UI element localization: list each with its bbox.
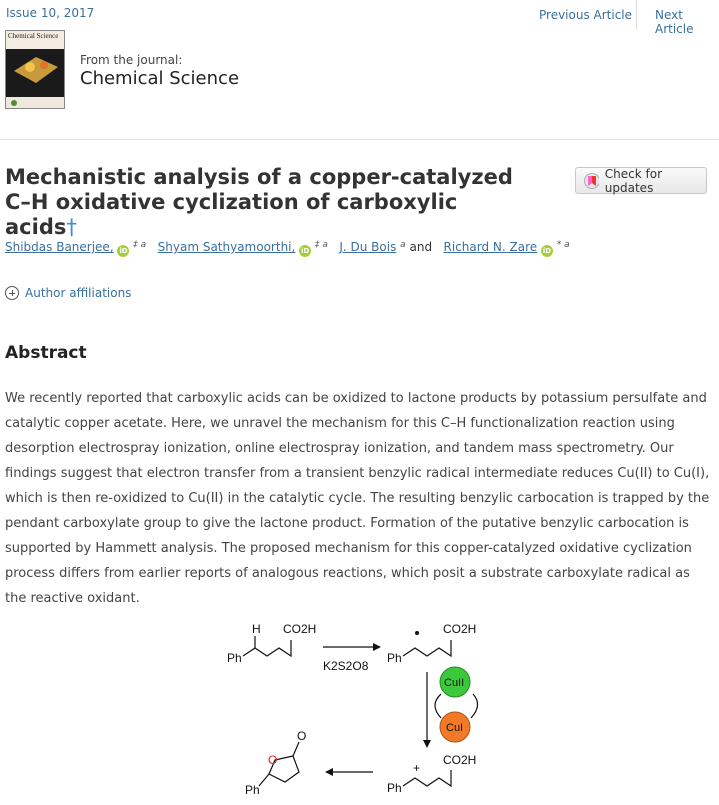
scheme-ph-label: Ph <box>387 781 402 795</box>
author-conjunction: and <box>409 240 433 254</box>
author-link[interactable]: Shibdas Banerjee, <box>5 240 114 254</box>
scheme-reagent-label: K2S2O8 <box>323 659 369 673</box>
nav-separator <box>636 0 637 30</box>
scheme-co2h-label: CO2H <box>443 622 477 636</box>
abstract-heading: Abstract <box>5 343 87 363</box>
previous-article-link[interactable]: Previous Article <box>539 8 633 22</box>
scheme-cu2-label: CuII <box>444 677 465 689</box>
orcid-icon[interactable]: iD <box>301 247 310 255</box>
scheme-o-label: O <box>268 753 278 767</box>
expand-plus-icon <box>5 286 19 300</box>
orcid-icon[interactable]: iD <box>119 247 128 255</box>
author-affiliations-label: Author affiliations <box>25 286 132 300</box>
orcid-icon[interactable]: iD <box>542 247 552 255</box>
footnote-dagger-link[interactable]: † <box>66 215 77 239</box>
scheme-ph-label: Ph <box>387 651 402 665</box>
scheme-o-label: O <box>297 729 307 743</box>
scheme-h-label: H <box>252 622 261 636</box>
issue-link[interactable]: Issue 10, 2017 <box>6 6 95 20</box>
scheme-co2h-label: CO2H <box>443 753 477 767</box>
author-affiliation-marks: * a <box>556 240 570 250</box>
check-for-updates-label: Check for updates <box>604 166 663 195</box>
check-for-updates-button[interactable] <box>575 167 707 194</box>
article-title-text: Mechanistic analysis of a copper-catalyzed C–H oxidative cyclization of carboxylic acids <box>5 165 513 239</box>
cover-title: Chemical Science <box>8 32 59 40</box>
scheme-plus-label: + <box>413 761 421 775</box>
next-article-link[interactable]: Next Article <box>655 8 694 36</box>
crossmark-icon <box>584 173 599 189</box>
scheme-cu1-label: CuI <box>446 722 464 734</box>
author-link[interactable]: J. Du Bois <box>339 240 397 254</box>
scheme-co2h-label: CO2H <box>283 622 317 636</box>
from-journal-label: From the journal: <box>80 53 183 67</box>
abstract-text: We recently reported that carboxylic acids can be oxidized to lactone products by potassium persulfate and catalytic copper acetate. Here, we unravel the mechanism for this C–H functionalization reaction using desorption electrospray ionization, online electrospray ionization, and tandem mass spectrometry. Our findings suggest that electron transfer from a transient benzylic radical intermediate reduces Cu(II) to Cu(I), which is then re-oxidized to Cu(II) in the catalytic cycle. The resulting benzylic carbocation is trapped by the pendant carboxylate group to give the lactone product. Formation of the putative benzylic carbocation is supported by Hammett analysis. The proposed mechanism for this copper-catalyzed oxidative cyclization process differs from earlier reports of analogous reactions, which posit a substrate carboxylate radical as the reactive oxidant. <box>5 391 710 606</box>
journal-cover-image[interactable] <box>5 30 65 109</box>
cover-art <box>6 31 65 109</box>
author-affiliation-marks: ‡ a <box>133 240 147 250</box>
reaction-scheme-graphic[interactable] <box>215 610 515 805</box>
journal-name-link[interactable]: Chemical Science <box>80 68 240 89</box>
author-affiliations-toggle[interactable] <box>5 286 131 300</box>
author-list <box>5 240 570 257</box>
scheme-ph-label: Ph <box>227 651 242 665</box>
author-affiliation-marks: ‡ a <box>314 240 328 250</box>
scheme-ph-label: Ph <box>245 783 260 797</box>
header-divider <box>0 139 719 140</box>
author-affiliation-marks: a <box>400 240 406 250</box>
article-title <box>5 165 525 240</box>
author-link[interactable]: Shyam Sathyamoorthi, <box>157 240 296 254</box>
author-link[interactable]: Richard N. Zare <box>443 240 538 254</box>
